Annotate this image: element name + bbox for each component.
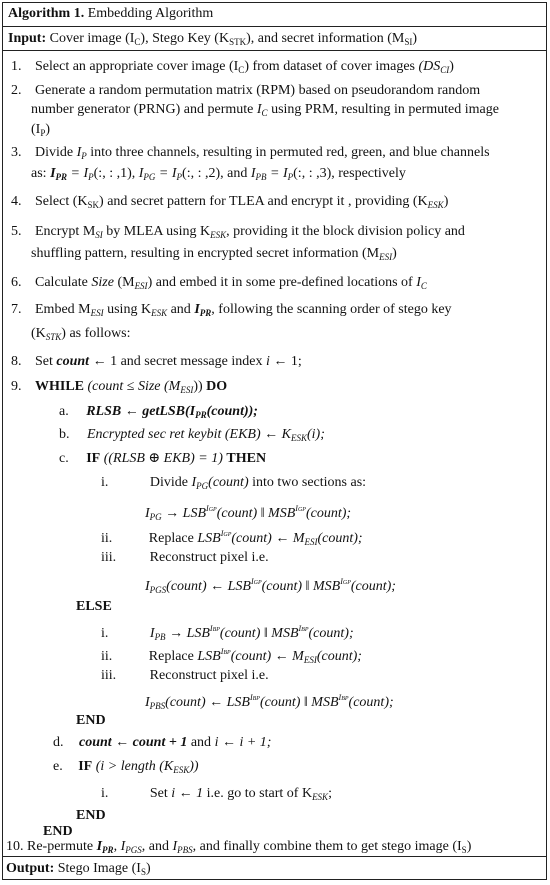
step-9c-iii-formula	[145, 573, 396, 599]
math: I	[76, 145, 82, 160]
step-5-line-2	[31, 245, 397, 266]
math-sup: I	[340, 577, 343, 586]
math-sup: I	[220, 529, 224, 538]
math: I	[50, 166, 56, 181]
keyword-end: END	[43, 824, 73, 839]
step-2-line-3	[31, 121, 50, 142]
math: (M	[361, 246, 380, 261]
math: I	[416, 275, 421, 290]
step-label: b.	[59, 427, 70, 442]
math-sup: I	[209, 624, 213, 633]
math-sup: I	[298, 624, 302, 633]
text: and	[148, 839, 169, 854]
step-2	[11, 82, 480, 100]
step-4	[11, 193, 448, 214]
math-sub: SK	[87, 200, 100, 210]
text: , respectively	[331, 166, 406, 181]
math: (count) ‖ MSB	[216, 506, 296, 521]
math: )	[45, 122, 51, 137]
math-sub: PB	[154, 632, 166, 642]
math-sub: ESK	[312, 792, 329, 802]
math: ),	[246, 31, 255, 46]
math: I	[145, 695, 150, 710]
math: )	[147, 275, 153, 290]
math: (count);	[348, 695, 394, 710]
math: I	[194, 302, 200, 317]
text: and	[190, 735, 212, 750]
input-line	[8, 30, 417, 51]
step-number: 2.	[11, 83, 22, 98]
math-sub: PG	[149, 512, 162, 522]
math-sub: S	[140, 867, 146, 877]
step-9c-i-formula	[145, 500, 351, 526]
math: (count));	[206, 404, 258, 419]
step-9c	[59, 450, 266, 468]
math: (i > length (K	[95, 759, 174, 774]
math: )	[61, 326, 66, 341]
math-sup: I	[250, 577, 254, 586]
input-label: Input:	[8, 31, 47, 46]
text: , providing it the block division policy and	[226, 224, 465, 239]
step-9e	[53, 758, 199, 779]
step-number: 5.	[11, 224, 22, 239]
math-sub: PBS	[149, 701, 166, 711]
math: I	[96, 839, 103, 854]
math-sub: ESK	[210, 230, 227, 240]
step-9c-iii	[101, 549, 269, 567]
text: and embed it in some pre-defined locations of	[155, 275, 413, 290]
math: )	[443, 194, 449, 209]
step-number: 8.	[11, 354, 22, 369]
math-sub: ESK	[290, 433, 307, 443]
output-label: Output:	[6, 861, 55, 876]
math-sub: P	[88, 172, 94, 182]
math: K	[301, 786, 313, 801]
text: into three channels, resulting in permuted red, green, and blue channels	[90, 145, 490, 160]
algorithm-label: Algorithm 1.	[8, 6, 85, 21]
algorithm-header	[3, 3, 546, 27]
math: LSB	[197, 649, 221, 664]
math: K	[200, 224, 211, 239]
math: )	[412, 31, 418, 46]
keyword-while: WHILE	[35, 379, 85, 394]
step-number: 6.	[11, 275, 22, 290]
math: (count) ‖ MSB	[259, 695, 339, 710]
text: Reconstruct pixel i.e.	[149, 550, 269, 565]
math-sub: P	[287, 172, 294, 182]
math: (count);	[316, 649, 362, 664]
math-sub: STK	[45, 332, 62, 342]
math-sub: ESK	[427, 200, 444, 210]
divider	[3, 50, 546, 51]
step-6	[11, 274, 427, 295]
text: ,	[192, 839, 197, 854]
algorithm-title: Embedding Algorithm	[87, 6, 214, 21]
math: (DS	[418, 59, 441, 74]
math: )	[99, 194, 104, 209]
text: ← 1 and secret message index	[92, 354, 263, 369]
math-sub: PR	[195, 410, 207, 420]
math-sub: PBS	[177, 845, 193, 855]
math-sup: GP	[253, 580, 262, 586]
math: (I	[125, 31, 135, 46]
divider	[3, 856, 546, 857]
step-label: c.	[59, 451, 69, 466]
math: (:, : ,2), and	[182, 166, 248, 181]
math-sup: GP	[342, 580, 351, 586]
keyword-end: END	[76, 713, 106, 728]
text: Replace	[148, 531, 194, 546]
math-sub: SI	[404, 37, 413, 47]
step-label: d.	[53, 735, 64, 750]
math: (count) ← M	[230, 649, 304, 664]
math: (count);	[305, 506, 352, 521]
math: (I	[452, 839, 462, 854]
step-9a	[59, 403, 258, 424]
math: RLSB ← getLSB(I	[86, 404, 196, 419]
math-sub: ESI	[379, 252, 393, 262]
math-sup: GP	[208, 507, 217, 513]
text: Stego Image	[57, 861, 129, 876]
step-label: ii.	[101, 649, 113, 664]
text: Cover image	[49, 31, 122, 46]
step-3	[11, 144, 490, 165]
text: Divide	[149, 475, 188, 490]
text: i.e. go to start of	[206, 786, 299, 801]
text: Set	[149, 786, 168, 801]
math: i	[265, 354, 270, 369]
math: )	[244, 59, 249, 74]
step-number: 3.	[11, 145, 22, 160]
math-sub: PR	[199, 308, 212, 318]
text: and secret pattern for TLEA and encrypt it , providing	[107, 194, 410, 209]
text: using	[107, 302, 138, 317]
math-sup: I	[295, 504, 298, 513]
math-sub: SI	[95, 230, 103, 240]
math-sub: ESK	[151, 308, 168, 318]
step-7	[11, 301, 452, 322]
math: )	[392, 246, 397, 261]
text: as follows:	[69, 326, 131, 341]
step-else-iii-formula	[145, 689, 394, 715]
math: i ← 1	[171, 786, 204, 801]
math-sub: PGS	[125, 845, 142, 855]
step-else-iii	[101, 667, 269, 685]
math-sup: I	[249, 693, 253, 702]
math: (count) ← LSB	[166, 579, 251, 594]
math: → LSB	[165, 506, 207, 521]
text: Select	[35, 194, 70, 209]
step-2-line-2	[31, 101, 499, 122]
step-label: i.	[101, 626, 109, 641]
math-sub: P	[40, 128, 46, 138]
step-9e-i	[101, 785, 332, 806]
math: I	[145, 506, 150, 521]
math-sub: PG	[143, 172, 156, 182]
step-label: e.	[53, 759, 63, 774]
math-sub: P	[81, 151, 87, 161]
math-sup: I	[338, 693, 342, 702]
text: using PRM, resulting in permuted image	[271, 102, 499, 117]
text: and	[170, 302, 191, 317]
math-sub: ESI	[90, 308, 104, 318]
text: into two sections as:	[252, 475, 367, 490]
text: by MLEA using	[106, 224, 197, 239]
math: ))	[189, 759, 199, 774]
math-sub: ESI	[304, 537, 318, 547]
step-label: iii.	[101, 668, 117, 683]
step-else-ii	[101, 643, 362, 669]
keyword-else: ELSE	[76, 599, 112, 614]
step-number: 4.	[11, 194, 22, 209]
step-9b	[59, 426, 325, 447]
math: (count)	[208, 475, 249, 490]
text: Divide	[35, 145, 74, 160]
math: I	[191, 475, 197, 490]
text: number generator (PRNG) and permute	[31, 102, 254, 117]
math: M	[78, 302, 91, 317]
math: (:, : ,3)	[293, 166, 332, 181]
math-sub: S	[461, 845, 467, 855]
math: (K	[412, 194, 428, 209]
text: ,	[113, 839, 118, 854]
step-label: iii.	[101, 550, 117, 565]
math: (:, : ,1),	[93, 166, 136, 181]
step-number: 10.	[6, 839, 24, 854]
math: (count) ‖ MSB	[261, 579, 341, 594]
math: ((RLSB ⊕ EKB) = 1)	[103, 451, 223, 466]
math: count ← count + 1	[79, 735, 188, 750]
math: ;	[328, 786, 332, 801]
text: shuffling pattern, resulting in encrypted secret information	[31, 246, 359, 261]
math: (count);	[308, 626, 354, 641]
math: I	[120, 839, 126, 854]
math: = I	[158, 166, 177, 181]
math-sub: C	[420, 281, 427, 291]
math-sup: BP	[252, 696, 260, 702]
text: Re-permute	[27, 839, 94, 854]
math: M	[82, 224, 96, 239]
math: I	[172, 839, 178, 854]
step-label: i.	[101, 475, 109, 490]
math: (K	[31, 326, 46, 341]
math: (I	[31, 122, 41, 137]
step-9c-i	[101, 474, 366, 495]
math: I	[138, 166, 144, 181]
math: I	[256, 102, 262, 117]
math-sup: I	[206, 504, 209, 513]
math: Size	[91, 275, 114, 290]
math-sup: BP	[301, 627, 309, 633]
text: and secret information	[257, 31, 384, 46]
step-9d	[53, 734, 271, 752]
step-label: i.	[101, 786, 109, 801]
math: I	[250, 166, 256, 181]
math-sub: C	[238, 65, 245, 75]
math-sub: PR	[102, 845, 114, 855]
text: Encrypt	[35, 224, 80, 239]
text: as:	[31, 166, 47, 181]
math: K	[140, 302, 152, 317]
math: LSB	[197, 531, 221, 546]
text: Generate a random permutation matrix (RPM) based on pseudorandom random	[35, 83, 481, 98]
math: ← 1;	[273, 354, 302, 369]
math-sup: BP	[212, 627, 220, 633]
keyword-end: END	[76, 808, 106, 823]
math: I	[149, 626, 155, 641]
math: (I	[228, 59, 239, 74]
text: Select an appropriate cover image	[35, 59, 226, 74]
math-sup: BP	[223, 650, 231, 656]
math-sub: PGS	[149, 585, 167, 595]
math: )	[466, 839, 472, 854]
math: Encrypted sec ret keybit (EKB) ← K	[87, 427, 291, 442]
math-sub: PB	[255, 172, 267, 182]
math-sub: C	[261, 108, 268, 118]
math-sub: P	[176, 172, 183, 182]
math: = I	[270, 166, 288, 181]
math-sup: GP	[223, 532, 232, 538]
step-number: 9.	[11, 379, 22, 394]
math: i ← i + 1;	[214, 735, 272, 750]
math: (I	[131, 861, 141, 876]
math: (count) ← LSB	[165, 695, 250, 710]
math-sub: C	[134, 37, 141, 47]
step-3-line-2	[31, 165, 406, 186]
math-sup: I	[220, 647, 224, 656]
text: Stego Key	[152, 31, 211, 46]
step-9c-ii	[101, 525, 363, 551]
text: Set	[35, 354, 53, 369]
math: (M	[387, 31, 405, 46]
keyword-if: IF	[86, 451, 101, 466]
math: (K	[214, 31, 230, 46]
math: (count) ‖ MSB	[219, 626, 299, 641]
math: (M	[117, 275, 135, 290]
math: = I	[70, 166, 89, 181]
algorithm-box	[2, 2, 547, 880]
math: (count ≤ Size (M	[87, 379, 181, 394]
math-sub: CI	[440, 65, 450, 75]
math: (count);	[350, 579, 396, 594]
text: Replace	[148, 649, 194, 664]
step-number: 1.	[11, 59, 22, 74]
math: (count);	[317, 531, 363, 546]
text: Embed	[35, 302, 75, 317]
text: Reconstruct pixel i.e.	[149, 668, 269, 683]
text: , following the scanning order of stego key	[211, 302, 452, 317]
math: → LSB	[169, 626, 210, 641]
math-sub: ESI	[180, 385, 194, 395]
math: ),	[140, 31, 149, 46]
math: I	[145, 579, 150, 594]
step-label: ii.	[101, 531, 113, 546]
math-sub: ESI	[134, 281, 148, 291]
text: from dataset of cover images	[252, 59, 415, 74]
math-sup: BP	[341, 696, 349, 702]
math: )	[145, 861, 151, 876]
step-9	[11, 378, 227, 399]
math: count	[56, 354, 90, 369]
math: ))	[193, 379, 203, 394]
math-sub: STK	[229, 37, 247, 47]
text: ,	[141, 839, 146, 854]
output-line	[6, 860, 151, 881]
keyword-if: IF	[78, 759, 93, 774]
keyword-do: DO	[206, 379, 228, 394]
math-sub: PG	[196, 481, 209, 491]
step-1	[11, 58, 454, 79]
step-8	[11, 353, 302, 371]
math-sub: ESK	[173, 765, 190, 775]
text: Calculate	[35, 275, 88, 290]
math: (count) ← M	[231, 531, 305, 546]
math: )	[449, 59, 454, 74]
step-5	[11, 223, 465, 244]
math-sup: GP	[297, 507, 306, 513]
text: and finally combine them to get stego image	[199, 839, 449, 854]
math-sub: ESI	[303, 655, 317, 665]
math: (i);	[306, 427, 325, 442]
step-label: a.	[59, 404, 69, 419]
step-7-line-2	[31, 325, 131, 346]
math-sub: PR	[55, 172, 68, 182]
keyword-then: THEN	[226, 451, 267, 466]
step-number: 7.	[11, 302, 22, 317]
math: (K	[72, 194, 88, 209]
